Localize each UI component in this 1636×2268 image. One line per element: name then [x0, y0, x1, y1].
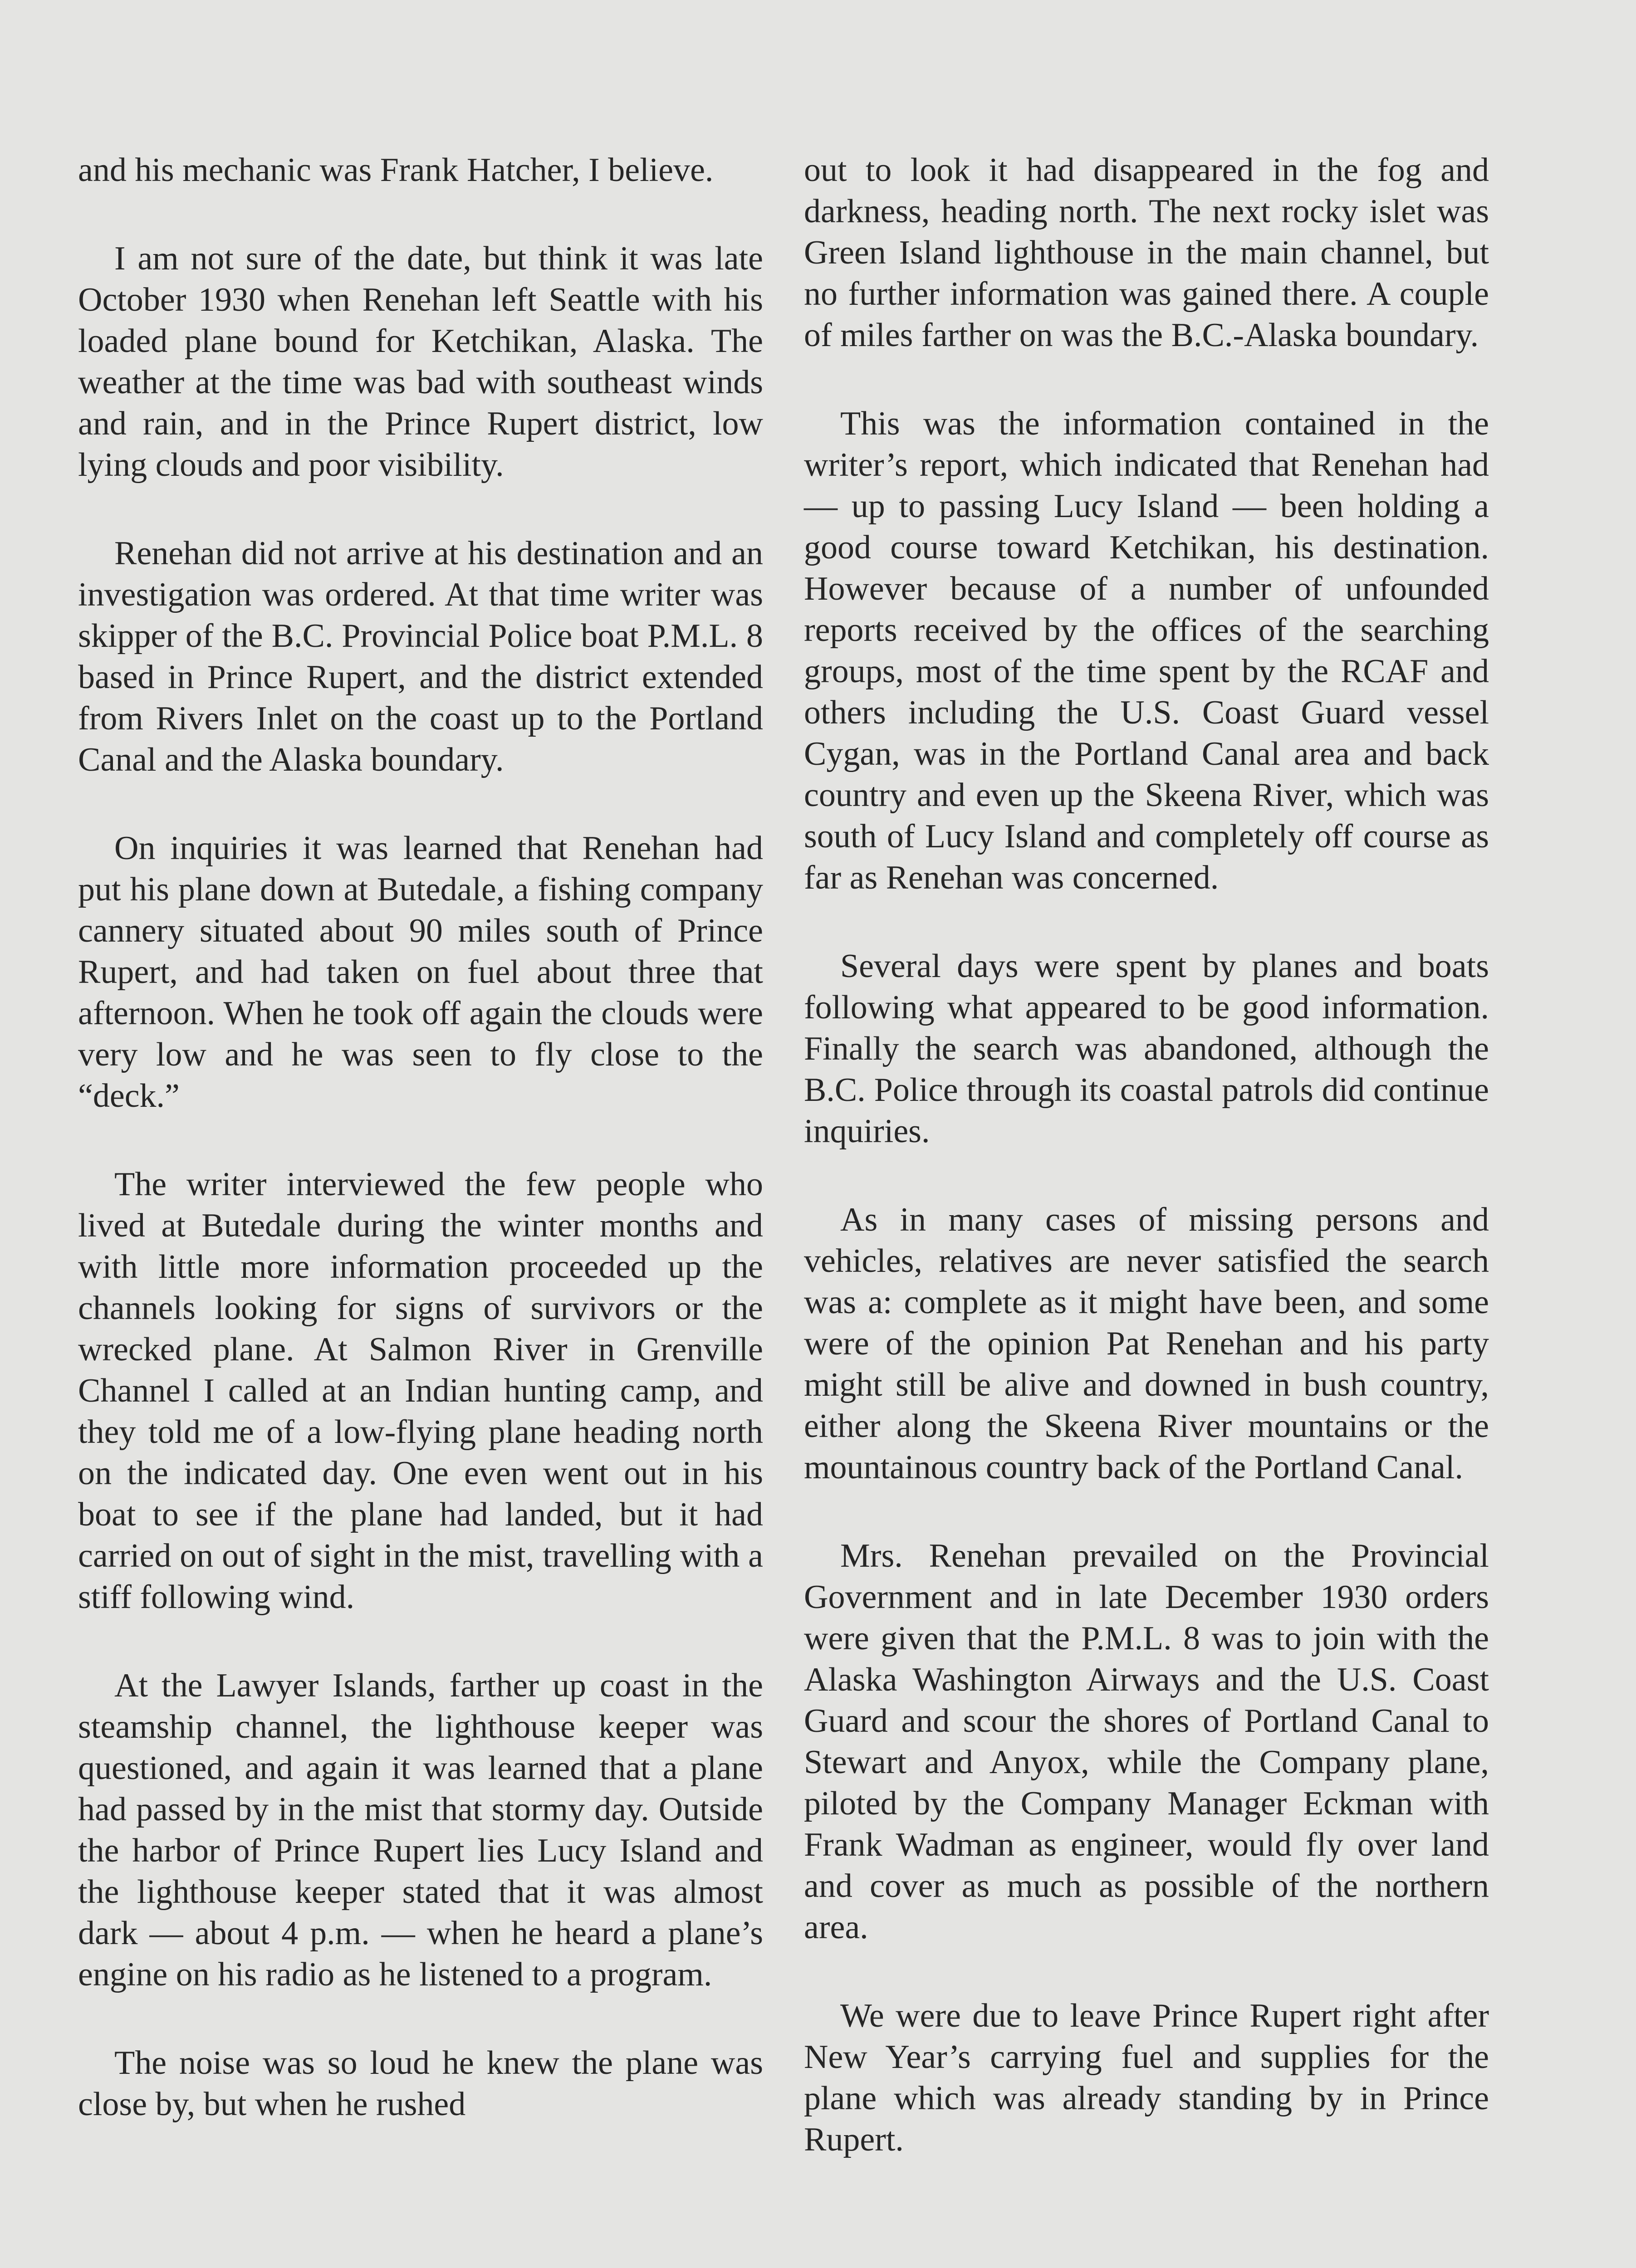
paragraph: and his mechanic was Frank Hatcher, I believe.	[78, 152, 714, 189]
paragraph: out to look it had disappeared in the fog and darkness, heading north. The next rocky islet was Green Island lighthouse in the main channel, but no further information was gained there. A couple of miles farther on was the B.C.-Alaska boundary.	[804, 152, 1489, 354]
paragraph: Renehan did not arrive at his destination and an investigation was ordered. At that time writer was skipper of the B.C. Provincial Police boat P.M.L. 8 based in Prince Rupert, and the district extended from Rivers Inlet on the coast up to the Portland Canal and the Alaska boundary.	[78, 535, 763, 778]
paragraph: The noise was so loud he knew the plane was close by, but when he rushed	[78, 2044, 763, 2123]
right-column	[804, 150, 1489, 2208]
paragraph: Mrs. Renehan prevailed on the Provincial Government and in late December 1930 orders were given that the P.M.L. 8 was to join with the Alaska Washington Airways and the U.S. Coast Guard and scour the shores of Portland Canal to Stewart and Anyox, while the Company plane, piloted by the Company Manager Eckman with Frank Wadman as engineer, would fly over land and cover as much as possible of the northern area.	[804, 1537, 1489, 1946]
paragraph: On inquiries it was learned that Renehan had put his plane down at Butedale, a fishing company cannery situated about 90 miles south of Prince Rupert, and had taken on fuel about three that afternoon. When he took off again the clouds were very low and he was seen to fly close to the “deck.”	[78, 830, 763, 1114]
paragraph: The writer interviewed the few people who lived at Butedale during the winter months and with little more information proceeded up the channels looking for signs of survivors or the wrecked plane. At Salmon River in Grenville Channel I called at an Indian hunting camp, and they told me of a low-flying plane heading north on the indicated day. One even went out in his boat to see if the plane had landed, but it had carried on out of sight in the mist, travelling with a stiff following wind.	[78, 1166, 763, 1616]
left-column	[78, 150, 763, 2172]
paragraph: This was the information contained in the writer’s report, which indicated that Renehan had — up to passing Lucy Island — been holding a good course toward Ketchikan, his destination. However because of a number of unfounded reports received by the offices of the searching groups, most of the time spent by the RCAF and others including the U.S. Coast Guard vessel Cygan, was in the Portland Canal area and back country and even up the Skeena River, which was south of Lucy Island and completely off course as far as Renehan was concerned.	[804, 405, 1489, 896]
paragraph: As in many cases of missing persons and vehicles, relatives are never satisfied the search was a: complete as it might have been, and some were of the opinion Pat Renehan and his party might still be alive and downed in bush country, either along the Skeena River mountains or the mountainous country back of the Portland Canal.	[804, 1201, 1489, 1486]
paragraph: Several days were spent by planes and boats following what appeared to be good information. Finally the search was abandoned, although the B.C. Police through its coastal patrols did continue inquiries.	[804, 948, 1489, 1150]
paragraph: I am not sure of the date, but think it was late October 1930 when Renehan left Seattle with his loaded plane bound for Ketchikan, Alaska. The weather at the time was bad with southeast winds and rain, and in the Prince Rupert district, low lying clouds and poor visibility.	[78, 240, 763, 484]
paragraph: We were due to leave Prince Rupert right after New Year’s carrying fuel and supplies for the plane which was already standing by in Prince Rupert.	[804, 1997, 1489, 2158]
paragraph: At the Lawyer Islands, farther up coast in the steamship channel, the lighthouse keeper was questioned, and again it was learned that a plane had passed by in the mist that stormy day. Outside the harbor of Prince Rupert lies Lucy Island and the lighthouse keeper stated that it was almost dark — about 4 p.m. — when he heard a plane’s engine on his radio as he listened to a program.	[78, 1667, 763, 1993]
